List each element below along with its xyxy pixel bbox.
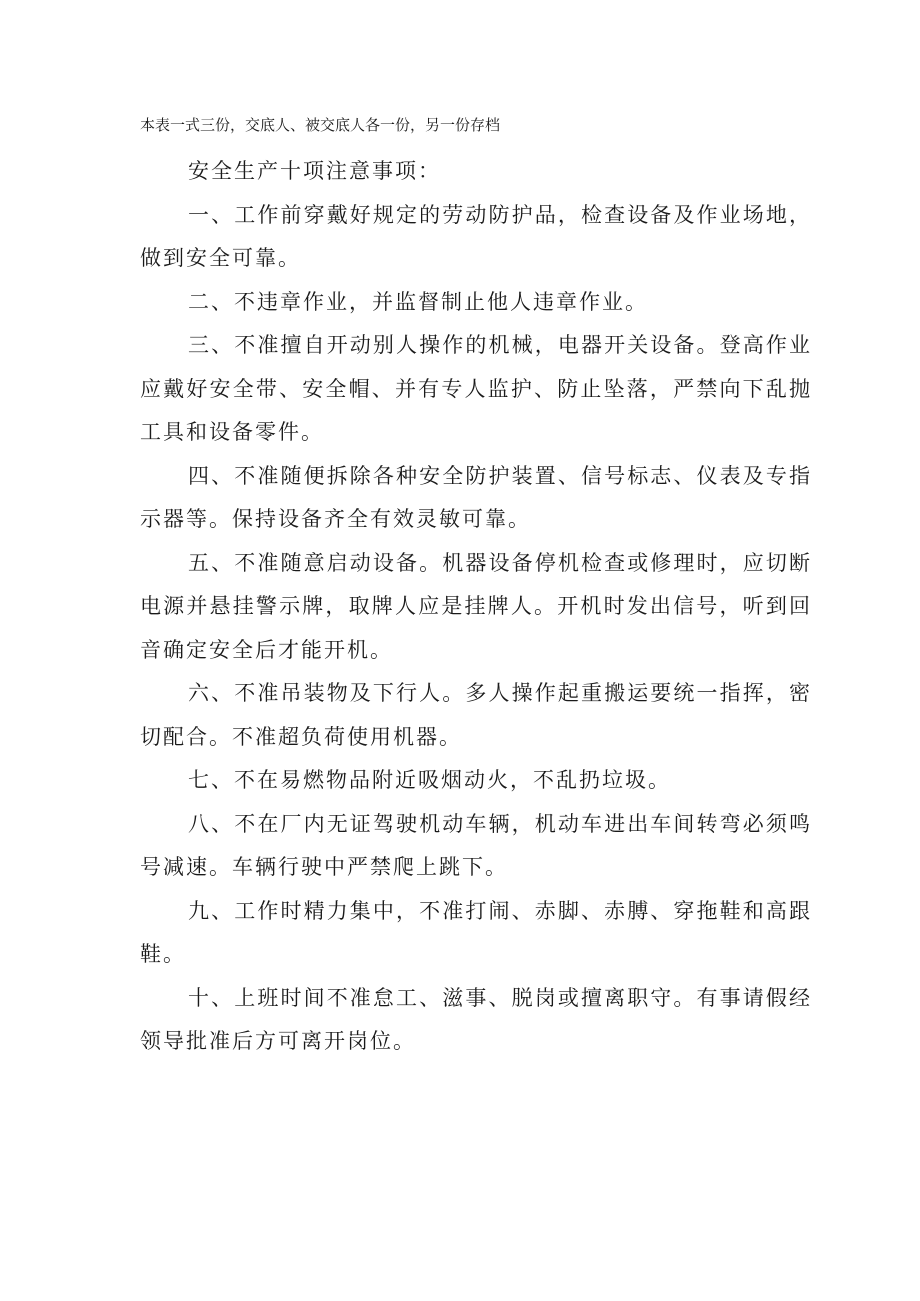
copies-note: 本表一式三份，交底人、被交底人各一份，另一份存档: [140, 116, 501, 134]
safety-rules-body: [140, 150, 812, 1064]
rule-item-5: 五、不准随意启动设备。机器设备停机检查或修理时，应切断电源并悬挂警示牌，取牌人应是挂牌人。开机时发出信号，听到回音确定安全后才能开机。: [140, 550, 812, 662]
rule-item-3: 三、不准擅自开动别人操作的机械，电器开关设备。登高作业应戴好安全带、安全帽、并有专人监护、防止坠落，严禁向下乱抛工具和设备零件。: [140, 333, 812, 444]
rules-heading: 安全生产十项注意事项：: [188, 159, 441, 183]
rule-item-6: 六、不准吊装物及下行人。多人操作起重搬运要统一指挥，密切配合。不准超负荷使用机器。: [140, 681, 812, 749]
rule-item-2: 二、不违章作业，并监督制止他人违章作业。: [188, 289, 648, 314]
rule-item-8: 八、不在厂内无证驾驶机动车辆，机动车进出车间转弯必须鸣号减速。车辆行驶中严禁爬上跳下。: [140, 811, 812, 879]
rule-item-10: 十、上班时间不准怠工、滋事、脱岗或擅离职守。有事请假经领导批准后方可离开岗位。: [140, 985, 812, 1053]
rule-item-1: 一、工作前穿戴好规定的劳动防护品，检查设备及作业场地，做到安全可靠。: [140, 202, 812, 270]
rule-item-4: 四、不准随便拆除各种安全防护装置、信号标志、仪表及专指示器等。保持设备齐全有效灵敏可靠。: [140, 463, 812, 531]
rule-item-9: 九、工作时精力集中，不准打闹、赤脚、赤膊、穿拖鞋和高跟鞋。: [140, 898, 812, 966]
rule-item-7: 七、不在易燃物品附近吸烟动火，不乱扔垃圾。: [188, 768, 671, 792]
